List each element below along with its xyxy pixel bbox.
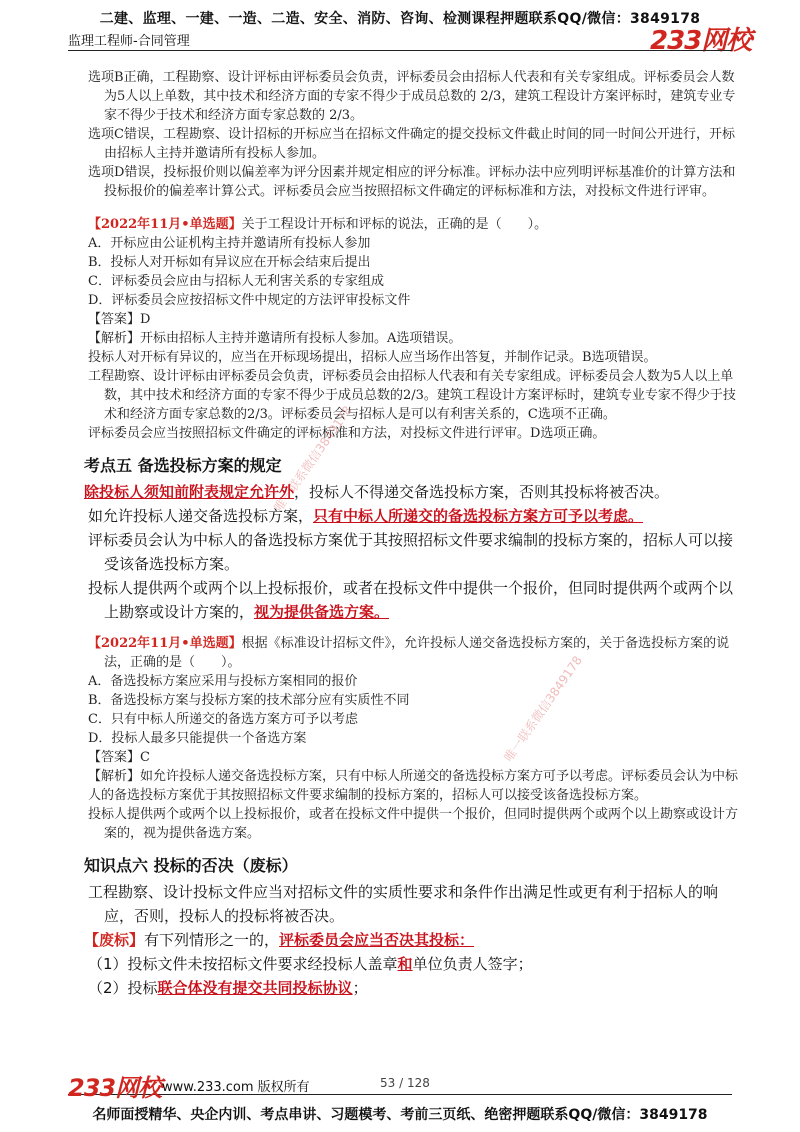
- question-2-answer: 【答案】C: [88, 750, 150, 765]
- section-5-paragraph: [88, 504, 738, 528]
- question-2-option: B．备选投标方案与投标方案的技术部分应有实质性不同: [88, 693, 410, 708]
- section-5-text: ，投标人不得递交备选投标方案，否则其投标将被否决。: [294, 483, 670, 501]
- section-5-heading: 考点五 备选投标方案的规定: [84, 456, 282, 475]
- page-content: [84, 68, 739, 1000]
- section-6-highlight: 和: [397, 955, 413, 973]
- question-1-option: A．开标应由公证机构主持并邀请所有投标人参加: [88, 236, 371, 251]
- footer-logo: 233网校: [68, 1074, 162, 1102]
- section-6-tag: 【废标】: [84, 931, 145, 949]
- question-1-analysis: 评标委员会应当按照招标文件确定的评标标准和方法，对投标文件进行评审。D选项正确。: [88, 426, 606, 441]
- footer-bottom-line: 名师面授精华、央企内训、考点串讲、习题模考、考前三页纸、绝密押题联系QQ/微信：3849178: [92, 1107, 708, 1123]
- section-5-paragraph: [88, 576, 738, 624]
- page-number: 53 / 128: [380, 1076, 430, 1090]
- question-1-answer: 【答案】D: [88, 312, 151, 327]
- question-2-option: D．投标人最多只能提供一个备选方案: [88, 731, 307, 746]
- question-2-option: A．备选投标方案应采用与投标方案相同的报价: [88, 674, 358, 689]
- question-2-stem: [88, 634, 738, 672]
- section-6-text: （2）投标: [88, 979, 158, 997]
- section-5-highlight: 除投标人须知前附表规定允许外: [84, 483, 295, 501]
- section-5-text: 投标人提供两个或两个以上投标报价，或者在投标文件中提供一个报价，但同时提供两个或两个以上勘察或设计方案的，: [88, 579, 734, 621]
- section-6-text: （1）投标文件未按招标文件要求经投标人盖章: [88, 955, 398, 973]
- section-6-text: 单位负责人签字；: [412, 955, 533, 973]
- section-5-paragraph: [84, 480, 738, 504]
- question-1-option: B．投标人对开标如有异议应在开标会结束后提出: [88, 255, 371, 270]
- header-divider: [68, 50, 732, 51]
- intro-paragraph: 选项D错误，投标报价则以偏差率为评分因素并规定相应的评分标准。评标办法中应列明评标基准价的计算方法和投标报价的偏差率计算公式。评标委员会应当按照招标文件确定的评标标准和方法，对投标文件进行评审。: [88, 165, 736, 199]
- question-1-tag: 【2022年11月•单选题】: [88, 217, 242, 232]
- section-5-highlight: 只有中标人所递交的备选投标方案方可予以考虑。: [313, 507, 644, 525]
- question-2-text: 根据《标准设计招标文件》，允许投标人递交备选投标方案的，关于备选投标方案的说法，正确的是（ ）。: [104, 636, 730, 670]
- question-1-stem: [88, 215, 738, 234]
- question-2-tag: 【2022年11月•单选题】: [88, 636, 242, 651]
- question-2-option: C．只有中标人所递交的备选方案方可予以考虑: [88, 712, 358, 727]
- section-6-highlight: 联合体没有提交共同投标协议: [157, 979, 353, 997]
- header-top-line: 二建、监理、一建、一造、二造、安全、消防、咨询、检测课程押题联系QQ/微信：3849178: [99, 11, 701, 27]
- question-1-analysis: 投标人对开标有异议的，应当在开标现场提出，招标人应当场作出答复，并制作记录。B选项错误。: [88, 350, 657, 365]
- question-1-text: 关于工程设计开标和评标的说法，正确的是（ ）。: [241, 217, 548, 232]
- section-5-text: 如允许投标人递交备选投标方案，: [88, 507, 314, 525]
- footer-copyright: www.233.com 版权所有: [162, 1080, 310, 1095]
- question-1-analysis: 工程勘察、设计评标由评标委员会负责，评标委员会由招标人代表和有关专家组成。评标委员会人数为5人以上单数，其中技术和经济方面的专家不得少于成员总数的2/3。建筑工程设计方案评标时，建筑专业专家不得少于技术和经济方面专家总数的2/3。评标委员会与招标人是可以有利害关系的，C选项不正确。: [88, 369, 736, 422]
- section-6-item: [88, 976, 738, 1000]
- section-6-text: 有下列情形之一的，: [144, 931, 280, 949]
- question-2-analysis: 【解析】如允许投标人递交备选投标方案，只有中标人所递交的备选投标方案方可予以考虑。评标委员会认为中标人的备选投标方案优于其按照招标文件要求编制的投标方案的，招标人可以接受该备选投标方案。: [88, 769, 739, 803]
- section-5-paragraph: 评标委员会认为中标人的备选投标方案优于其按照招标文件要求编制的投标方案的，招标人可以接受该备选投标方案。: [88, 531, 734, 573]
- section-6-paragraph: 工程勘察、设计投标文件应当对招标文件的实质性要求和条件作出满足性或更有利于招标人的响应，否则，投标人的投标将被否决。: [88, 883, 719, 925]
- question-2-analysis: 投标人提供两个或两个以上投标报价，或者在投标文件中提供一个报价，但同时提供两个或两个以上勘察或设计方案的，视为提供备选方案。: [88, 807, 739, 841]
- question-1-option: D．评标委员会应按招标文件中规定的方法评审投标文件: [88, 293, 411, 308]
- header-subtitle: 监理工程师-合同管理: [68, 34, 190, 49]
- section-6-item: [88, 952, 738, 976]
- watermark: 唯一联系微信3849178: [501, 653, 585, 765]
- section-5-highlight: 视为提供备选方案。: [254, 603, 390, 621]
- section-6-highlight: 评标委员会应当否决其投标：: [279, 931, 475, 949]
- section-6-text: ；: [352, 979, 368, 997]
- question-1-option: C．评标委员会应由与招标人无利害关系的专家组成: [88, 274, 384, 289]
- intro-paragraph: 选项B正确，工程勘察、设计评标由评标委员会负责，评标委员会由招标人代表和有关专家组成。评标委员会人数为5人以上单数，其中技术和经济方面的专家不得少于成员总数的 2/3，建筑工程设计方案评标时，建筑专业专家不得少于技术和经济方面专家总数的 2/3。: [88, 70, 736, 123]
- question-1-analysis: 【解析】开标由招标人主持并邀请所有投标人参加。A选项错误。: [88, 331, 462, 346]
- intro-paragraph: 选项C错误，工程勘察、设计招标的开标应当在招标文件确定的提交投标文件截止时间的同一时间公开进行，开标由招标人主持并邀请所有投标人参加。: [88, 127, 735, 161]
- section-6-heading: 知识点六 投标的否决（废标）: [84, 856, 298, 875]
- header-logo: 233网校: [650, 26, 752, 56]
- section-6-paragraph: [84, 928, 738, 952]
- watermark: 唯一联系微信3849178: [271, 403, 355, 515]
